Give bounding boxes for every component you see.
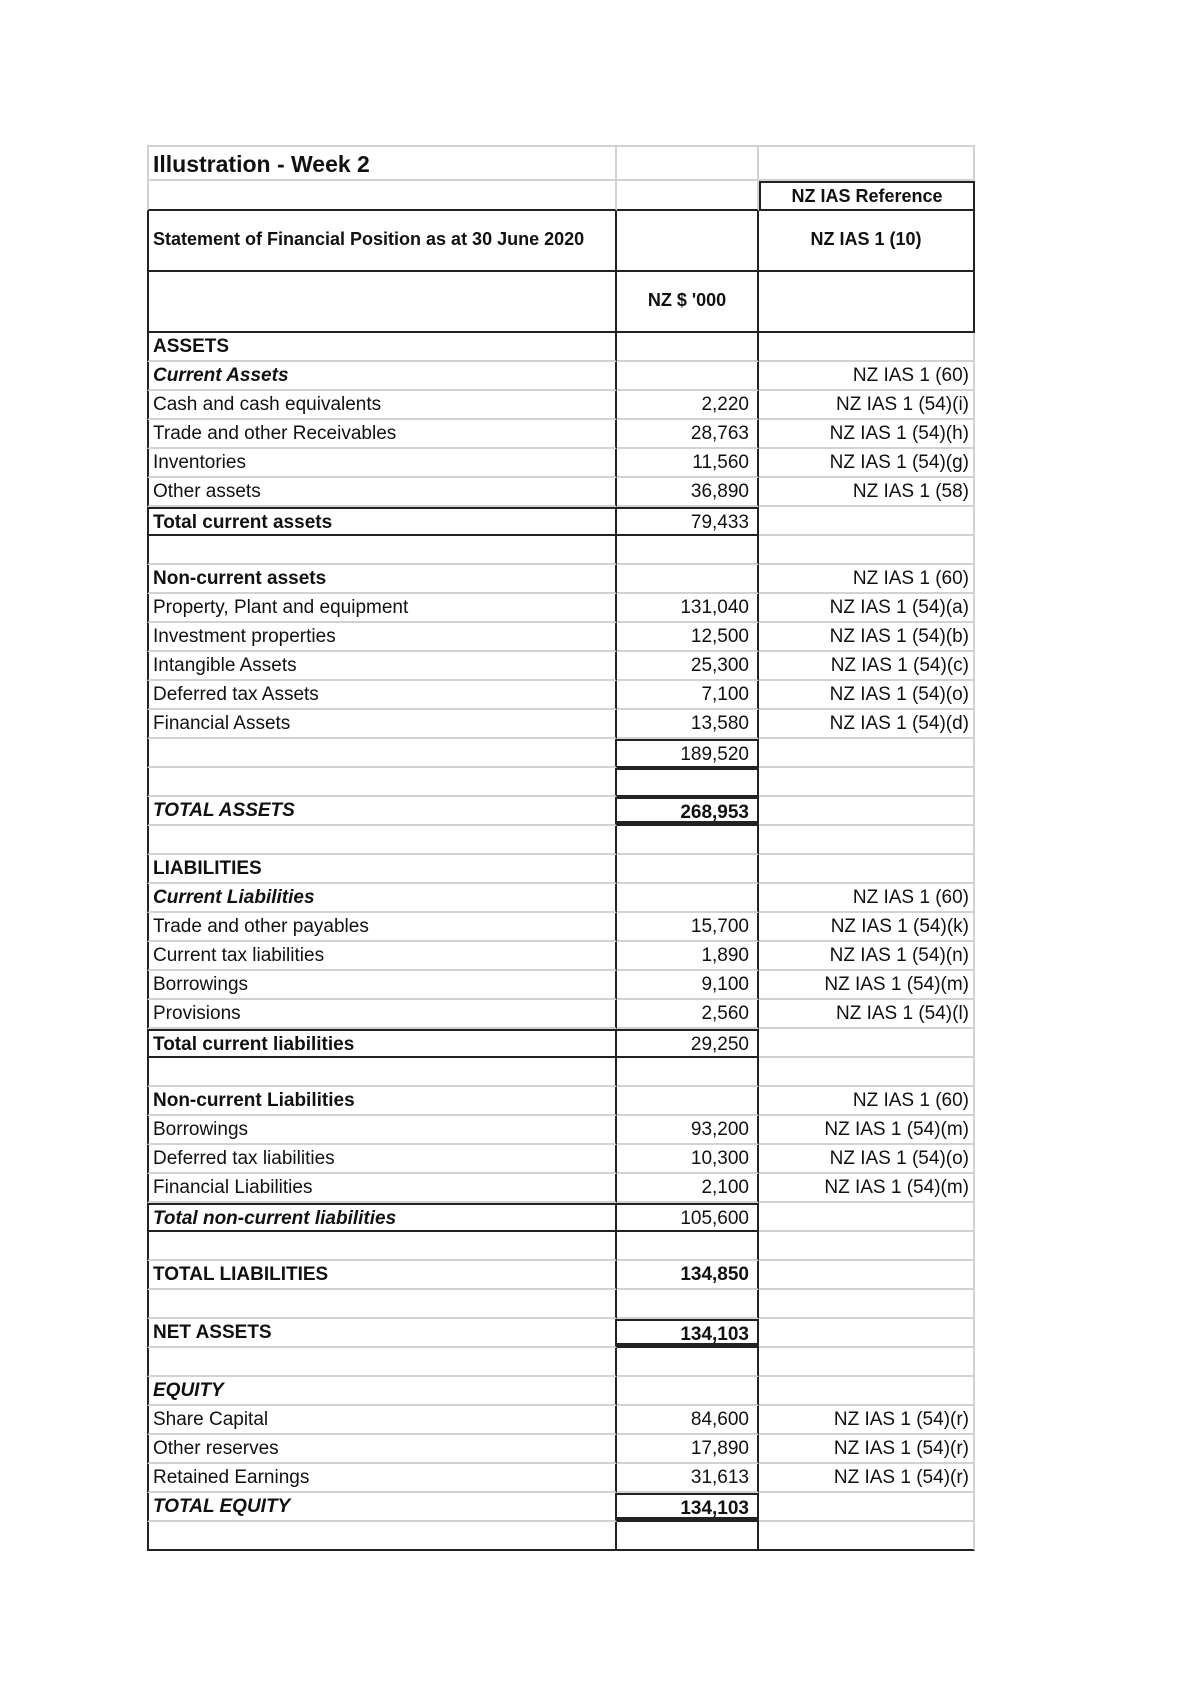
subtotal-row: [147, 1029, 975, 1058]
assets-heading: ASSETS: [147, 333, 617, 362]
total-assets-label: TOTAL ASSETS: [147, 797, 617, 826]
empty-cell: [617, 855, 759, 884]
line-item-label: Provisions: [147, 1000, 617, 1029]
empty-cell: [617, 211, 759, 272]
line-item-label: Property, Plant and equipment: [147, 594, 617, 623]
section-heading-row: [147, 1377, 975, 1406]
subtotal-row: [147, 507, 975, 536]
reference-cell: NZ IAS 1 (60): [759, 884, 975, 913]
table-row: [147, 623, 975, 652]
reference-cell: NZ IAS 1 (54)(m): [759, 1116, 975, 1145]
empty-cell: [759, 1348, 975, 1377]
current-liabilities-heading: Current Liabilities: [147, 884, 617, 913]
table-row: [147, 681, 975, 710]
table-row: [147, 1174, 975, 1203]
reference-cell: NZ IAS 1 (54)(r): [759, 1406, 975, 1435]
empty-cell: [759, 739, 975, 768]
reference-cell: NZ IAS 1 (60): [759, 1087, 975, 1116]
subtotal-value: 29,250: [617, 1029, 759, 1058]
reference-cell: NZ IAS 1 (54)(l): [759, 1000, 975, 1029]
subtotal-value: 189,520: [617, 739, 759, 768]
line-item-label: Borrowings: [147, 971, 617, 1000]
total-equity-value: 134,103: [617, 1493, 759, 1522]
empty-cell: [759, 826, 975, 855]
line-item-label: Share Capital: [147, 1406, 617, 1435]
line-item-value: 13,580: [617, 710, 759, 739]
reference-cell: NZ IAS 1 (54)(d): [759, 710, 975, 739]
empty-cell: [759, 1261, 975, 1290]
subtotal-label: Total current liabilities: [147, 1029, 617, 1058]
empty-cell: [759, 1058, 975, 1087]
subtotal-row: [147, 1203, 975, 1232]
statement-title-row: [147, 211, 975, 272]
line-item-value: 84,600: [617, 1406, 759, 1435]
reference-cell: NZ IAS 1 (54)(m): [759, 971, 975, 1000]
line-item-label: Financial Liabilities: [147, 1174, 617, 1203]
currency-label: NZ $ '000: [617, 272, 759, 333]
table-row: [147, 971, 975, 1000]
empty-cell: [147, 1522, 617, 1551]
line-item-label: Trade and other payables: [147, 913, 617, 942]
table-row: [147, 391, 975, 420]
line-item-label: Intangible Assets: [147, 652, 617, 681]
subsection-heading-row: [147, 884, 975, 913]
liabilities-heading: LIABILITIES: [147, 855, 617, 884]
line-item-value: 93,200: [617, 1116, 759, 1145]
empty-cell: [759, 507, 975, 536]
empty-cell: [147, 1290, 617, 1319]
empty-cell: [759, 1319, 975, 1348]
line-item-value: 2,220: [617, 391, 759, 420]
subtotal-label: Total current assets: [147, 507, 617, 536]
line-item-value: 2,100: [617, 1174, 759, 1203]
empty-cell: [617, 1522, 759, 1551]
empty-cell: [759, 333, 975, 362]
empty-cell: [759, 145, 975, 181]
empty-cell: [617, 1377, 759, 1406]
empty-cell: [617, 1058, 759, 1087]
empty-cell: [617, 181, 759, 211]
empty-cell: [617, 333, 759, 362]
blank-row: [147, 1058, 975, 1087]
line-item-label: Other reserves: [147, 1435, 617, 1464]
statement-reference: NZ IAS 1 (10): [759, 211, 975, 272]
blank-row: [147, 1232, 975, 1261]
line-item-value: 15,700: [617, 913, 759, 942]
subtotal-value: 105,600: [617, 1203, 759, 1232]
reference-cell: NZ IAS 1 (54)(i): [759, 391, 975, 420]
line-item-label: Trade and other Receivables: [147, 420, 617, 449]
line-item-label: Deferred tax Assets: [147, 681, 617, 710]
title-row: [147, 145, 975, 181]
reference-cell: NZ IAS 1 (54)(n): [759, 942, 975, 971]
empty-cell: [147, 768, 617, 797]
table-row: [147, 478, 975, 507]
grand-total-row: [147, 797, 975, 826]
empty-cell: [617, 536, 759, 565]
line-item-value: 1,890: [617, 942, 759, 971]
reference-cell: NZ IAS 1 (58): [759, 478, 975, 507]
line-item-value: 131,040: [617, 594, 759, 623]
subtotal-value: 79,433: [617, 507, 759, 536]
empty-cell: [147, 181, 617, 211]
blank-row: [147, 1290, 975, 1319]
empty-cell: [759, 768, 975, 797]
blank-row: [147, 826, 975, 855]
table-row: [147, 913, 975, 942]
blank-row: [147, 768, 975, 797]
reference-cell: NZ IAS 1 (54)(o): [759, 1145, 975, 1174]
table-row: [147, 449, 975, 478]
equity-heading: EQUITY: [147, 1377, 617, 1406]
total-assets-value: 268,953: [617, 797, 759, 826]
statement-title: Statement of Financial Position as at 30 June 2020: [147, 211, 617, 272]
line-item-label: Inventories: [147, 449, 617, 478]
line-item-value: 9,100: [617, 971, 759, 1000]
section-heading-row: [147, 855, 975, 884]
line-item-value: 10,300: [617, 1145, 759, 1174]
empty-cell: [617, 565, 759, 594]
empty-cell: [147, 826, 617, 855]
line-item-label: Cash and cash equivalents: [147, 391, 617, 420]
empty-cell: [617, 768, 759, 797]
line-item-label: Other assets: [147, 478, 617, 507]
financial-statement-sheet: [147, 145, 975, 1551]
subsection-heading-row: [147, 1087, 975, 1116]
currency-row: [147, 272, 975, 333]
empty-cell: [617, 826, 759, 855]
line-item-label: Borrowings: [147, 1116, 617, 1145]
line-item-value: 28,763: [617, 420, 759, 449]
table-row: [147, 710, 975, 739]
line-item-value: 31,613: [617, 1464, 759, 1493]
empty-cell: [617, 1232, 759, 1261]
reference-cell: NZ IAS 1 (60): [759, 362, 975, 391]
empty-cell: [617, 884, 759, 913]
noncurrent-assets-heading: Non-current assets: [147, 565, 617, 594]
net-assets-value: 134,103: [617, 1319, 759, 1348]
empty-cell: [759, 272, 975, 333]
reference-cell: NZ IAS 1 (60): [759, 565, 975, 594]
current-assets-heading: Current Assets: [147, 362, 617, 391]
blank-row: [147, 536, 975, 565]
reference-cell: NZ IAS 1 (54)(r): [759, 1435, 975, 1464]
empty-cell: [147, 1232, 617, 1261]
empty-cell: [617, 362, 759, 391]
subsection-heading-row: [147, 565, 975, 594]
empty-cell: [759, 1029, 975, 1058]
table-row: [147, 1435, 975, 1464]
table-row: [147, 942, 975, 971]
empty-cell: [147, 739, 617, 768]
grand-total-row: [147, 1493, 975, 1522]
line-item-label: Retained Earnings: [147, 1464, 617, 1493]
empty-cell: [759, 1493, 975, 1522]
reference-cell: NZ IAS 1 (54)(h): [759, 420, 975, 449]
empty-cell: [759, 1290, 975, 1319]
line-item-value: 17,890: [617, 1435, 759, 1464]
reference-cell: NZ IAS 1 (54)(m): [759, 1174, 975, 1203]
empty-cell: [759, 1203, 975, 1232]
total-liabilities-label: TOTAL LIABILITIES: [147, 1261, 617, 1290]
line-item-value: 2,560: [617, 1000, 759, 1029]
grand-total-row: [147, 1261, 975, 1290]
reference-cell: NZ IAS 1 (54)(b): [759, 623, 975, 652]
sheet-title: Illustration - Week 2: [147, 145, 617, 181]
reference-cell: NZ IAS 1 (54)(a): [759, 594, 975, 623]
section-heading-row: [147, 333, 975, 362]
subtotal-label: Total non-current liabilities: [147, 1203, 617, 1232]
total-liabilities-value: 134,850: [617, 1261, 759, 1290]
subtotal-row: [147, 739, 975, 768]
line-item-value: 7,100: [617, 681, 759, 710]
reference-cell: NZ IAS 1 (54)(r): [759, 1464, 975, 1493]
empty-cell: [759, 1522, 975, 1551]
line-item-value: 12,500: [617, 623, 759, 652]
reference-cell: NZ IAS 1 (54)(g): [759, 449, 975, 478]
grand-total-row: [147, 1319, 975, 1348]
empty-cell: [759, 855, 975, 884]
empty-cell: [147, 536, 617, 565]
empty-cell: [617, 145, 759, 181]
empty-cell: [617, 1087, 759, 1116]
line-item-value: 25,300: [617, 652, 759, 681]
blank-row: [147, 1348, 975, 1377]
table-row: [147, 1464, 975, 1493]
table-row: [147, 1145, 975, 1174]
line-item-value: 36,890: [617, 478, 759, 507]
empty-cell: [759, 536, 975, 565]
table-row: [147, 420, 975, 449]
empty-cell: [147, 1058, 617, 1087]
reference-column-header: NZ IAS Reference: [759, 181, 975, 211]
empty-cell: [617, 1348, 759, 1377]
blank-row: [147, 1522, 975, 1551]
empty-cell: [147, 1348, 617, 1377]
total-equity-label: TOTAL EQUITY: [147, 1493, 617, 1522]
table-row: [147, 1406, 975, 1435]
reference-cell: NZ IAS 1 (54)(o): [759, 681, 975, 710]
reference-cell: NZ IAS 1 (54)(k): [759, 913, 975, 942]
empty-cell: [759, 797, 975, 826]
empty-cell: [617, 1290, 759, 1319]
empty-cell: [147, 272, 617, 333]
net-assets-label: NET ASSETS: [147, 1319, 617, 1348]
line-item-label: Financial Assets: [147, 710, 617, 739]
empty-cell: [759, 1377, 975, 1406]
noncurrent-liabilities-heading: Non-current Liabilities: [147, 1087, 617, 1116]
reference-cell: NZ IAS 1 (54)(c): [759, 652, 975, 681]
line-item-label: Investment properties: [147, 623, 617, 652]
empty-cell: [759, 1232, 975, 1261]
line-item-label: Current tax liabilities: [147, 942, 617, 971]
line-item-label: Deferred tax liabilities: [147, 1145, 617, 1174]
table-row: [147, 1116, 975, 1145]
table-row: [147, 652, 975, 681]
reference-header-row: [147, 181, 975, 211]
table-row: [147, 1000, 975, 1029]
line-item-value: 11,560: [617, 449, 759, 478]
table-row: [147, 594, 975, 623]
subsection-heading-row: [147, 362, 975, 391]
